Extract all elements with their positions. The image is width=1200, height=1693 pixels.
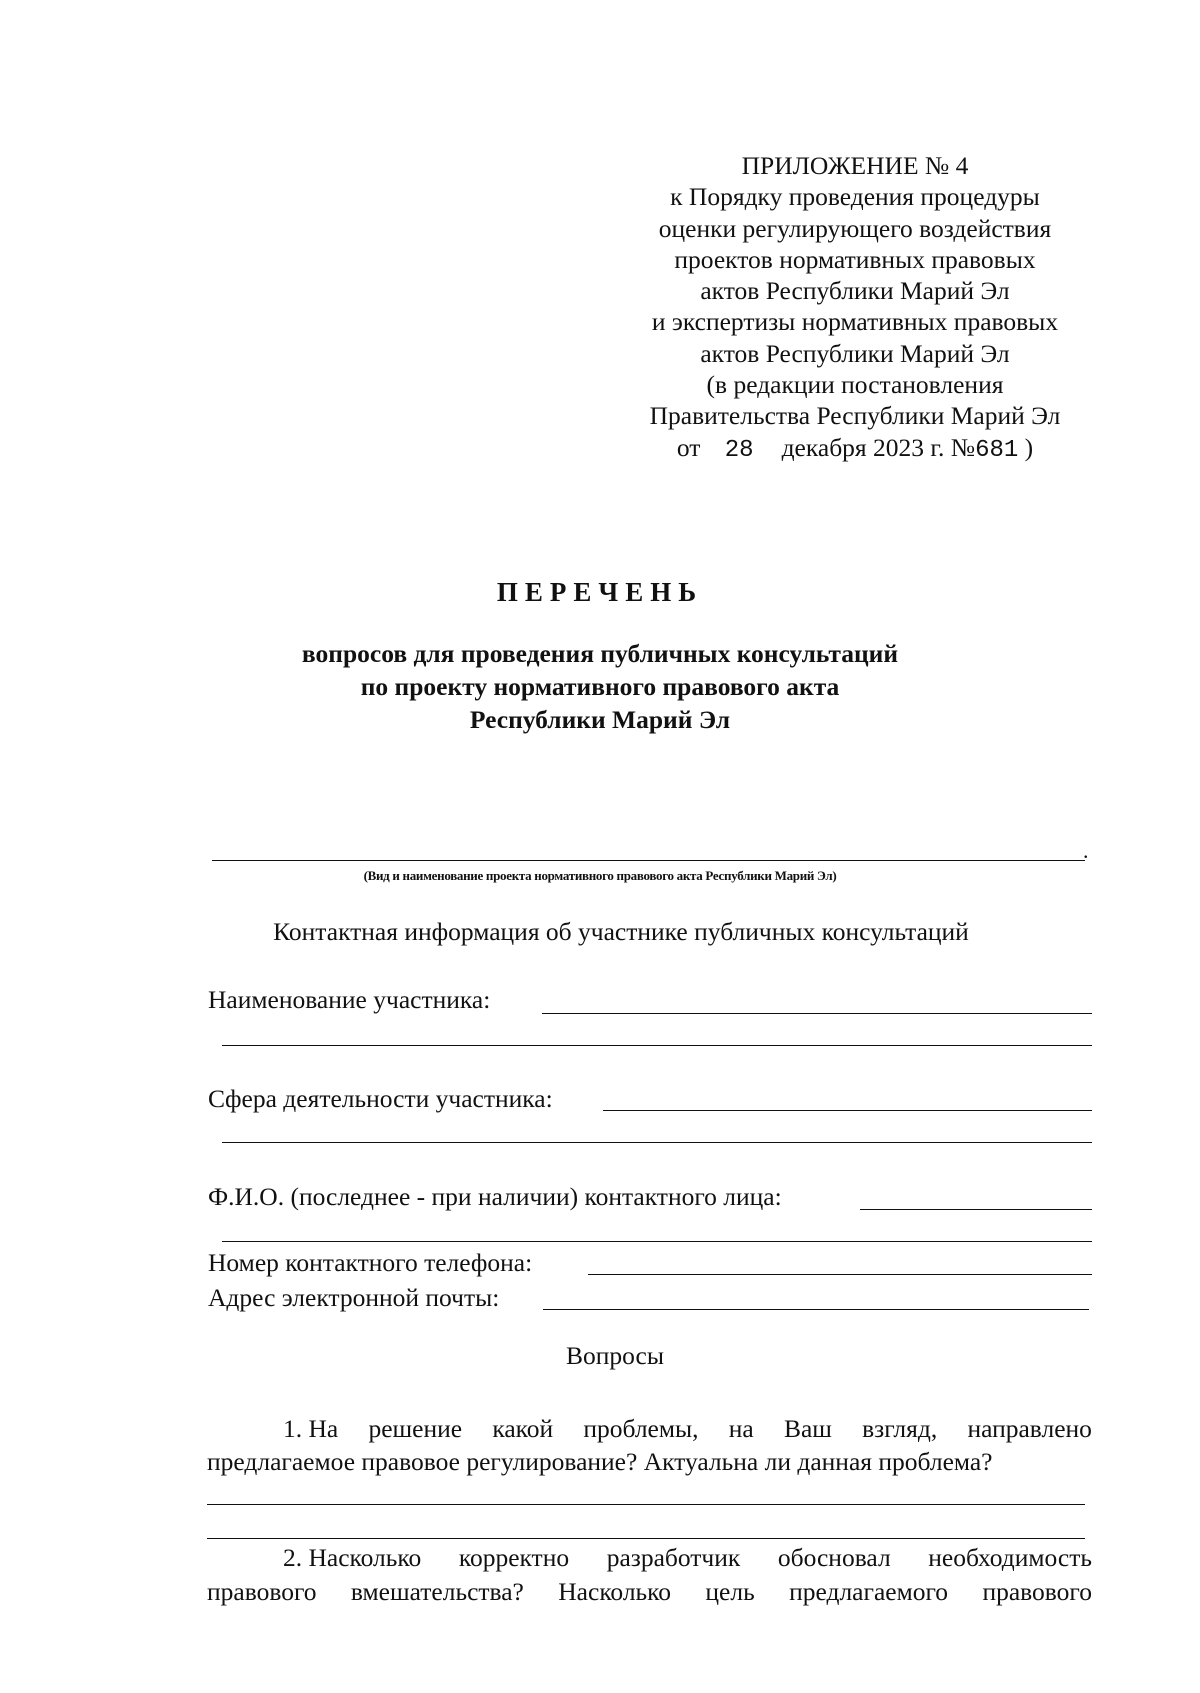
appendix-line: актов Республики Марий Эл (700, 338, 1010, 368)
act-name-caption: (Вид и наименование проекта нормативного правового акта Республики Марий Эл) (363, 868, 837, 883)
word: правового (982, 1577, 1092, 1606)
document-subtitle (0, 637, 1200, 736)
resolution-number: 681 (975, 436, 1019, 464)
questions-heading: Вопросы (566, 1341, 664, 1370)
appendix-header (620, 150, 1090, 466)
subtitle-line: по проекту нормативного правового акта (360, 672, 840, 701)
word: цель (705, 1577, 755, 1606)
email-label: Адрес электронной почты: (208, 1283, 500, 1312)
word: проблемы, (583, 1414, 699, 1443)
word: предлагаемого (789, 1577, 949, 1606)
contact-person-label: Ф.И.О. (последнее - при наличии) контактного лица: (208, 1182, 782, 1211)
question-2-line-2 (207, 1575, 1092, 1608)
word: какой (492, 1414, 554, 1443)
appendix-line: к Порядку проведения процедуры (670, 182, 1040, 212)
activity-sphere-line (603, 1110, 1092, 1111)
subtitle-line: Республики Марий Эл (469, 705, 731, 734)
participant-name-line-2 (222, 1045, 1092, 1046)
answer-1-line-1 (207, 1504, 1085, 1505)
activity-sphere-label: Сфера деятельности участника: (208, 1084, 553, 1113)
email-line (543, 1309, 1089, 1310)
act-name-line (212, 860, 1085, 861)
word: направлено (967, 1414, 1092, 1443)
subtitle-line: вопросов для проведения публичных консультаций (301, 639, 899, 668)
question-1-text: предлагаемое правовое регулирование? Актуальна ли данная проблема? (207, 1447, 993, 1476)
appendix-line: проектов нормативных правовых (674, 244, 1036, 274)
appendix-title: ПРИЛОЖЕНИЕ № 4 (741, 151, 969, 180)
date-day: 28 (724, 436, 754, 464)
appendix-line: и экспертизы нормативных правовых (651, 307, 1059, 337)
answer-1-line-2 (207, 1538, 1085, 1539)
question-1-line-2 (207, 1445, 1092, 1478)
word: разработчик (606, 1543, 741, 1572)
activity-sphere-line-2 (222, 1142, 1092, 1143)
date-prefix: от (676, 432, 701, 462)
contact-heading: Контактная информация об участнике публичных консультаций (273, 917, 969, 946)
word: Насколько (558, 1577, 672, 1606)
phone-line (588, 1274, 1092, 1275)
word: Ваш (783, 1414, 832, 1443)
word: обосновал (777, 1543, 891, 1572)
participant-name-line (542, 1013, 1092, 1014)
appendix-line: (в редакции постановления (706, 370, 1004, 400)
word: вмешательства? (350, 1577, 524, 1606)
word: корректно (458, 1543, 570, 1572)
word: решение (368, 1414, 463, 1443)
word: 1. На (283, 1414, 339, 1443)
word: правового (207, 1577, 317, 1606)
word: на (728, 1414, 754, 1443)
word: взгляд, (862, 1414, 938, 1443)
contact-person-line (860, 1209, 1092, 1210)
word: необходимость (928, 1543, 1092, 1572)
appendix-line: Правительства Республики Марий Эл (649, 401, 1061, 431)
participant-name-label: Наименование участника: (208, 985, 491, 1014)
question-2-line-1 (283, 1541, 1092, 1574)
date-rest: декабря 2023 г. № (781, 432, 976, 462)
appendix-date-line (620, 432, 1090, 466)
word: 2. Насколько (283, 1543, 422, 1572)
document-title: ПЕРЕЧЕНЬ (496, 577, 704, 607)
phone-label: Номер контактного телефона: (208, 1248, 533, 1277)
contact-person-line-2 (222, 1241, 1092, 1242)
appendix-line: оценки регулирующего воздействия (658, 213, 1052, 243)
closing-paren: ) (1024, 432, 1034, 462)
appendix-line: актов Республики Марий Эл (700, 276, 1010, 306)
question-1-line-1 (283, 1412, 1092, 1445)
act-name-dot: . (1083, 838, 1089, 863)
